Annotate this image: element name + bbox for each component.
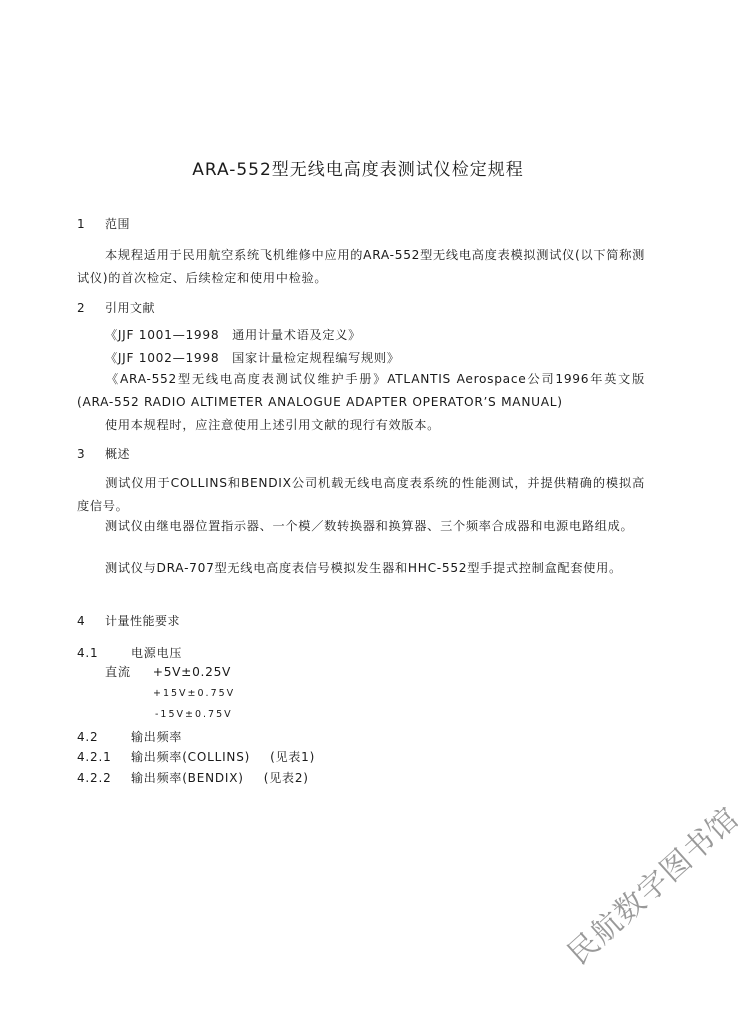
reference-item: 《JJF 1002—1998 国家计量检定规程编写规则》 <box>105 351 400 365</box>
section-1-text: 本规程适用于民用航空系统飞机维修中应用的ARA-552型无线电高度表模拟测试仪(以下简称测试仪)的首次检定、后续检定和使用中检验。 <box>77 248 645 285</box>
table-1-reference: (见表1) <box>270 750 316 764</box>
section-4-number: 4 <box>77 614 86 628</box>
section-1-body <box>77 244 645 290</box>
section-3-heading <box>77 446 130 462</box>
section-1-title: 范围 <box>105 217 131 231</box>
section-2-title: 引用文献 <box>105 301 156 315</box>
manual-reference-text: 《ARA-552型无线电高度表测试仪维护手册》ATLANTIS Aerospace公司1996年英文版(ARA-552 RADIO ALTIMETER ANALOGUE ADAPTER OPERATOR’S MANUAL) <box>77 372 645 409</box>
subsection-4-1 <box>77 645 182 661</box>
manual-reference <box>77 368 645 414</box>
section-3-number: 3 <box>77 447 86 461</box>
section-4-heading <box>77 613 180 629</box>
subsection-4-2-1-title: 输出频率(COLLINS) <box>131 750 251 764</box>
table-2-reference: (见表2) <box>263 771 309 785</box>
subsection-4-2 <box>77 729 182 745</box>
document-title: ARA-552型无线电高度表测试仪检定规程 <box>192 160 524 180</box>
section-1-number: 1 <box>77 217 86 231</box>
section-2-heading <box>77 300 155 316</box>
subsection-4-2-2-title: 输出频率(BENDIX) <box>131 771 244 785</box>
subsection-4-2-1-number: 4.2.1 <box>77 750 112 764</box>
subsection-4-2-2-number: 4.2.2 <box>77 771 112 785</box>
section-2-number: 2 <box>77 301 86 315</box>
subsection-4-1-title: 电源电压 <box>131 646 183 660</box>
reference-note-text: 使用本规程时，应注意使用上述引用文献的现行有效版本。 <box>105 418 441 432</box>
section-3-para-1 <box>77 472 645 518</box>
section-1-heading <box>77 216 130 232</box>
section-3-title: 概述 <box>105 447 131 461</box>
section-4-title: 计量性能要求 <box>105 614 181 628</box>
dc-value: -15V±0.75V <box>155 709 233 720</box>
dc-value: +5V±0.25V <box>152 665 232 679</box>
section-3-para-2 <box>77 515 645 538</box>
section-3-para-2-text: 测试仪由继电器位置指示器、一个模／数转换器和换算器、三个频率合成器和电源电路组成。 <box>105 519 634 533</box>
dc-label: 直流 <box>105 665 131 679</box>
subsection-4-2-2 <box>77 770 309 786</box>
section-3-para-3-text: 测试仪与DRA-707型无线电高度表信号模拟发生器和HHC-552型手提式控制盒配套使用。 <box>105 561 622 575</box>
subsection-4-2-number: 4.2 <box>77 730 99 744</box>
subsection-4-2-title: 输出频率 <box>131 730 183 744</box>
dc-voltage-row <box>105 664 231 680</box>
reference-note <box>77 414 645 437</box>
subsection-4-1-number: 4.1 <box>77 646 99 660</box>
section-3-para-3 <box>77 557 645 580</box>
reference-item: 《JJF 1001—1998 通用计量术语及定义》 <box>105 328 362 342</box>
subsection-4-2-1 <box>77 749 315 765</box>
dc-value: +15V±0.75V <box>153 688 236 699</box>
section-3-para-1-text: 测试仪用于COLLINS和BENDIX公司机载无线电高度表系统的性能测试，并提供精确的模拟高度信号。 <box>77 476 645 513</box>
library-watermark: 民航数字图书馆 <box>561 800 747 972</box>
